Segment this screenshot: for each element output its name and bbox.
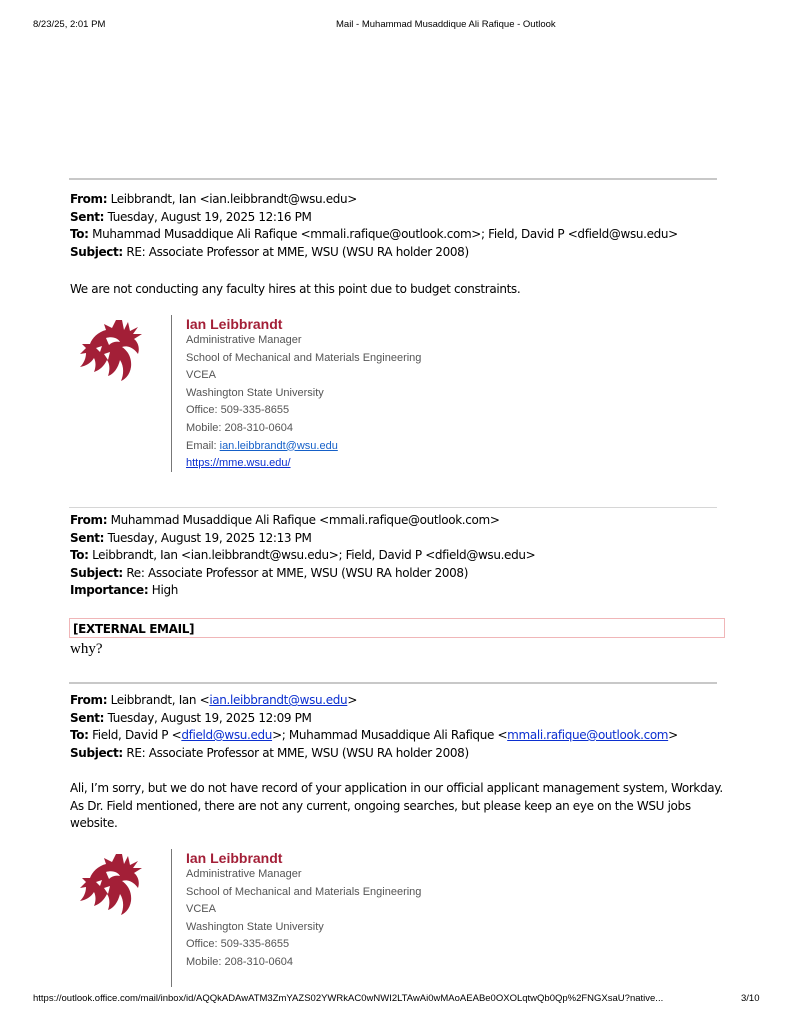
message-header [70,512,535,600]
message-divider [69,178,717,180]
to-email-link-2[interactable]: mmali.rafique@outlook.com [507,728,669,742]
to-value: Muhammad Musaddique Ali Rafique <mmali.rafique@outlook.com>; Field, David P <dfield@wsu.edu> [92,227,678,241]
signature-details [186,315,421,473]
from-value: Muhammad Musaddique Ali Rafique <mmali.rafique@outlook.com> [110,513,500,527]
from-close: > [347,693,358,707]
importance-line [70,582,535,600]
subject-label: Subject: [70,565,123,580]
signature-school: School of Mechanical and Materials Engineering [186,351,422,364]
signature-university: Washington State University [186,386,324,399]
wsu-cougar-logo-icon [76,318,144,384]
to-line [70,226,678,244]
message-divider [69,507,717,508]
to-label: To: [70,548,89,562]
signature-school: School of Mechanical and Materials Engineering [186,885,422,898]
signature-email-label: Email: [186,439,220,452]
to-name-1: Field, David P < [92,728,182,742]
signature-divider [171,849,172,987]
print-page-title: Mail - Muhammad Musaddique Ali Rafique - Outlook [336,19,556,30]
from-line [70,191,678,209]
from-name: Leibbrandt, Ian < [110,693,210,707]
print-datetime: 8/23/25, 2:01 PM [33,19,106,30]
signature-divider [171,315,172,472]
print-url: https://outlook.office.com/mail/inbox/id/AQQkADAwATM3ZmYAZS02YWRkAC0wNWI2LTAwAi0wMAoAEABe0OXOLqtwQb0Qp%2FNGXsaU?native... [33,993,664,1004]
sent-label: Sent: [70,209,105,224]
message-header [70,692,678,762]
sent-label: Sent: [70,710,105,725]
signature-email-link[interactable]: ian.leibbrandt@wsu.edu [219,439,338,452]
subject-value: RE: Associate Professor at MME, WSU (WSU RA holder 2008) [126,244,469,259]
message-header [70,191,678,261]
to-line [70,547,535,565]
to-separator: >; Muhammad Musaddique Ali Rafique < [272,728,508,742]
sent-line [70,530,535,548]
from-email-link[interactable]: ian.leibbrandt@wsu.edu [209,693,348,707]
from-line [70,692,678,710]
signature-title: Administrative Manager [186,334,302,346]
signature-email-line [186,438,421,456]
signature-college: VCEA [186,369,216,382]
signature-college: VCEA [186,903,216,916]
email-signature [70,315,470,475]
from-label: From: [70,693,108,707]
subject-label: Subject: [70,745,123,760]
sent-line [70,710,678,728]
message-body: why? [70,641,103,657]
message-body: We are not conducting any faculty hires at this point due to budget constraints. [70,282,521,296]
sent-line [70,209,678,227]
sent-label: Sent: [70,530,105,545]
to-label: To: [70,728,89,742]
subject-value: RE: Associate Professor at MME, WSU (WSU RA holder 2008) [126,745,469,760]
subject-line [70,565,535,583]
importance-value: High [151,583,178,597]
signature-office: Office: 509-335-8655 [186,404,290,417]
signature-name: Ian Leibbrandt [186,316,283,332]
subject-line [70,745,678,763]
external-email-banner: [EXTERNAL EMAIL] [69,618,725,638]
print-page-number: 3/10 [741,993,760,1004]
signature-details [186,849,421,972]
sent-value: Tuesday, August 19, 2025 12:09 PM [107,710,312,725]
subject-value: Re: Associate Professor at MME, WSU (WSU RA holder 2008) [126,565,469,580]
to-email-link-1[interactable]: dfield@wsu.edu [181,728,273,742]
to-value: Leibbrandt, Ian <ian.leibbrandt@wsu.edu>; Field, David P <dfield@wsu.edu> [92,548,536,562]
message-body: Ali, I’m sorry, but we do not have record of your application in our official applicant management system, Workday. As Dr. Field mentioned, there are not any current, ongoing searches, but please keep an eye on the WSU jobs website. [70,781,723,830]
signature-university: Washington State University [186,920,324,933]
signature-website-line [186,455,421,473]
print-header [0,19,791,33]
signature-website-link[interactable]: https://mme.wsu.edu/ [186,457,291,470]
wsu-cougar-logo-icon [76,852,144,918]
signature-office: Office: 509-335-8655 [186,938,290,951]
to-label: To: [70,227,89,241]
signature-name: Ian Leibbrandt [186,850,283,866]
from-value: Leibbrandt, Ian <ian.leibbrandt@wsu.edu> [110,192,358,206]
print-footer [0,993,791,1007]
subject-line [70,244,678,262]
signature-mobile: Mobile: 208-310-0604 [186,421,294,434]
message-divider [69,682,717,684]
signature-title: Administrative Manager [186,868,302,880]
signature-mobile: Mobile: 208-310-0604 [186,955,294,968]
from-label: From: [70,513,108,527]
sent-value: Tuesday, August 19, 2025 12:13 PM [107,530,312,545]
to-line [70,727,678,745]
subject-label: Subject: [70,244,123,259]
importance-label: Importance: [70,583,149,597]
to-close: > [668,728,678,742]
from-line [70,512,535,530]
sent-value: Tuesday, August 19, 2025 12:16 PM [107,209,312,224]
email-signature [70,849,470,1009]
from-label: From: [70,192,108,206]
